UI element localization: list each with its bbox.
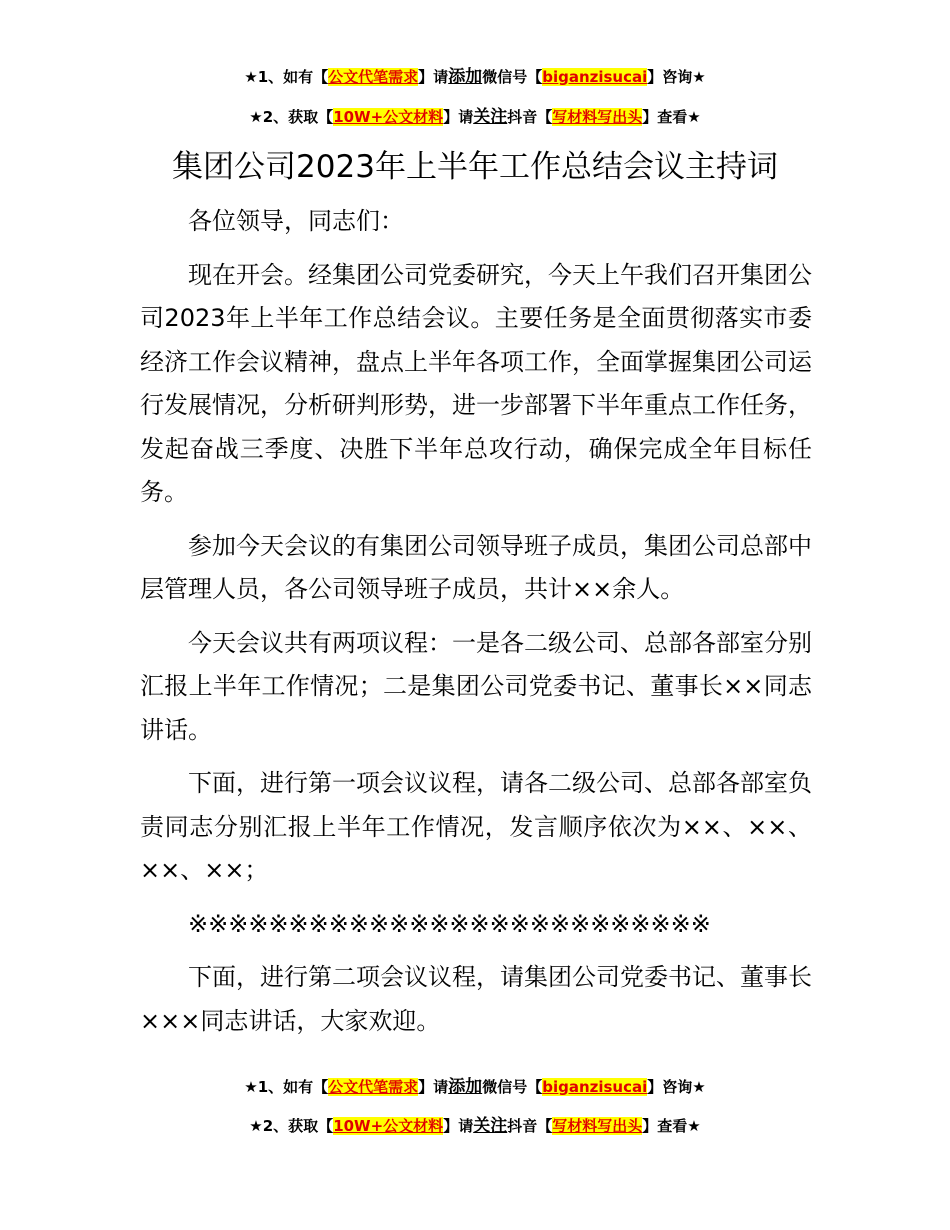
paragraph-second-item: 下面，进行第二项会议议程，请集团公司党委书记、董事长×××同志讲话，大家欢迎。	[140, 963, 812, 1035]
promo-line-1-top: ★1、如有【公文代笔需求】请添加微信号【biganzisucai】咨询★	[244, 67, 706, 87]
promo-line-2-top: ★2、获取【10W+公文材料】请关注抖音【写材料写出头】查看★	[249, 107, 701, 127]
paragraph-first-item: 下面，进行第一项会议议程，请各二级公司、总部各部室负责同志分别汇报上半年工作情况，发言顺序依次为××、××、××、××；	[140, 769, 812, 884]
paragraph-attendees: 参加今天会议的有集团公司领导班子成员，集团公司总部中层管理人员，各公司领导班子成员，共计××余人。	[140, 531, 812, 603]
wechat-id: biganzisucai	[542, 68, 648, 86]
wechat-id: biganzisucai	[542, 1078, 648, 1096]
highlight-service: 公文代笔需求	[328, 68, 419, 86]
douyin-account: 写材料写出头	[552, 1117, 643, 1135]
promo-line-2-bottom: ★2、获取【10W+公文材料】请关注抖音【写材料写出头】查看★	[249, 1116, 701, 1136]
douyin-account: 写材料写出头	[552, 108, 643, 126]
salutation: 各位领导，同志们：	[188, 207, 404, 235]
paragraph-agenda: 今天会议共有两项议程：一是各二级公司、总部各部室分别汇报上半年工作情况；二是集团公司党委书记、董事长××同志讲话。	[140, 628, 812, 744]
document-body	[140, 200, 812, 1053]
paragraph-opening: 现在开会。经集团公司党委研究，今天上午我们召开集团公司2023年上半年工作总结会议。主要任务是全面贯彻落实市委经济工作会议精神，盘点上半年各项工作，全面掌握集团公司运行发展情况，分析研判形势，进一步部署下半年重点工作任务，发起奋战三季度、决胜下半年总攻行动，确保完成全年目标任务。	[140, 260, 812, 506]
highlight-service: 公文代笔需求	[328, 1078, 419, 1096]
promo-line-1-bottom: ★1、如有【公文代笔需求】请添加微信号【biganzisucai】咨询★	[244, 1077, 706, 1097]
highlight-materials: 10W+公文材料	[333, 1117, 444, 1135]
highlight-materials: 10W+公文材料	[333, 108, 444, 126]
separator: ※※※※※※※※※※※※※※※※※※※※※※※※※※	[188, 909, 711, 938]
document-title: 集团公司2023年上半年工作总结会议主持词	[172, 149, 778, 185]
